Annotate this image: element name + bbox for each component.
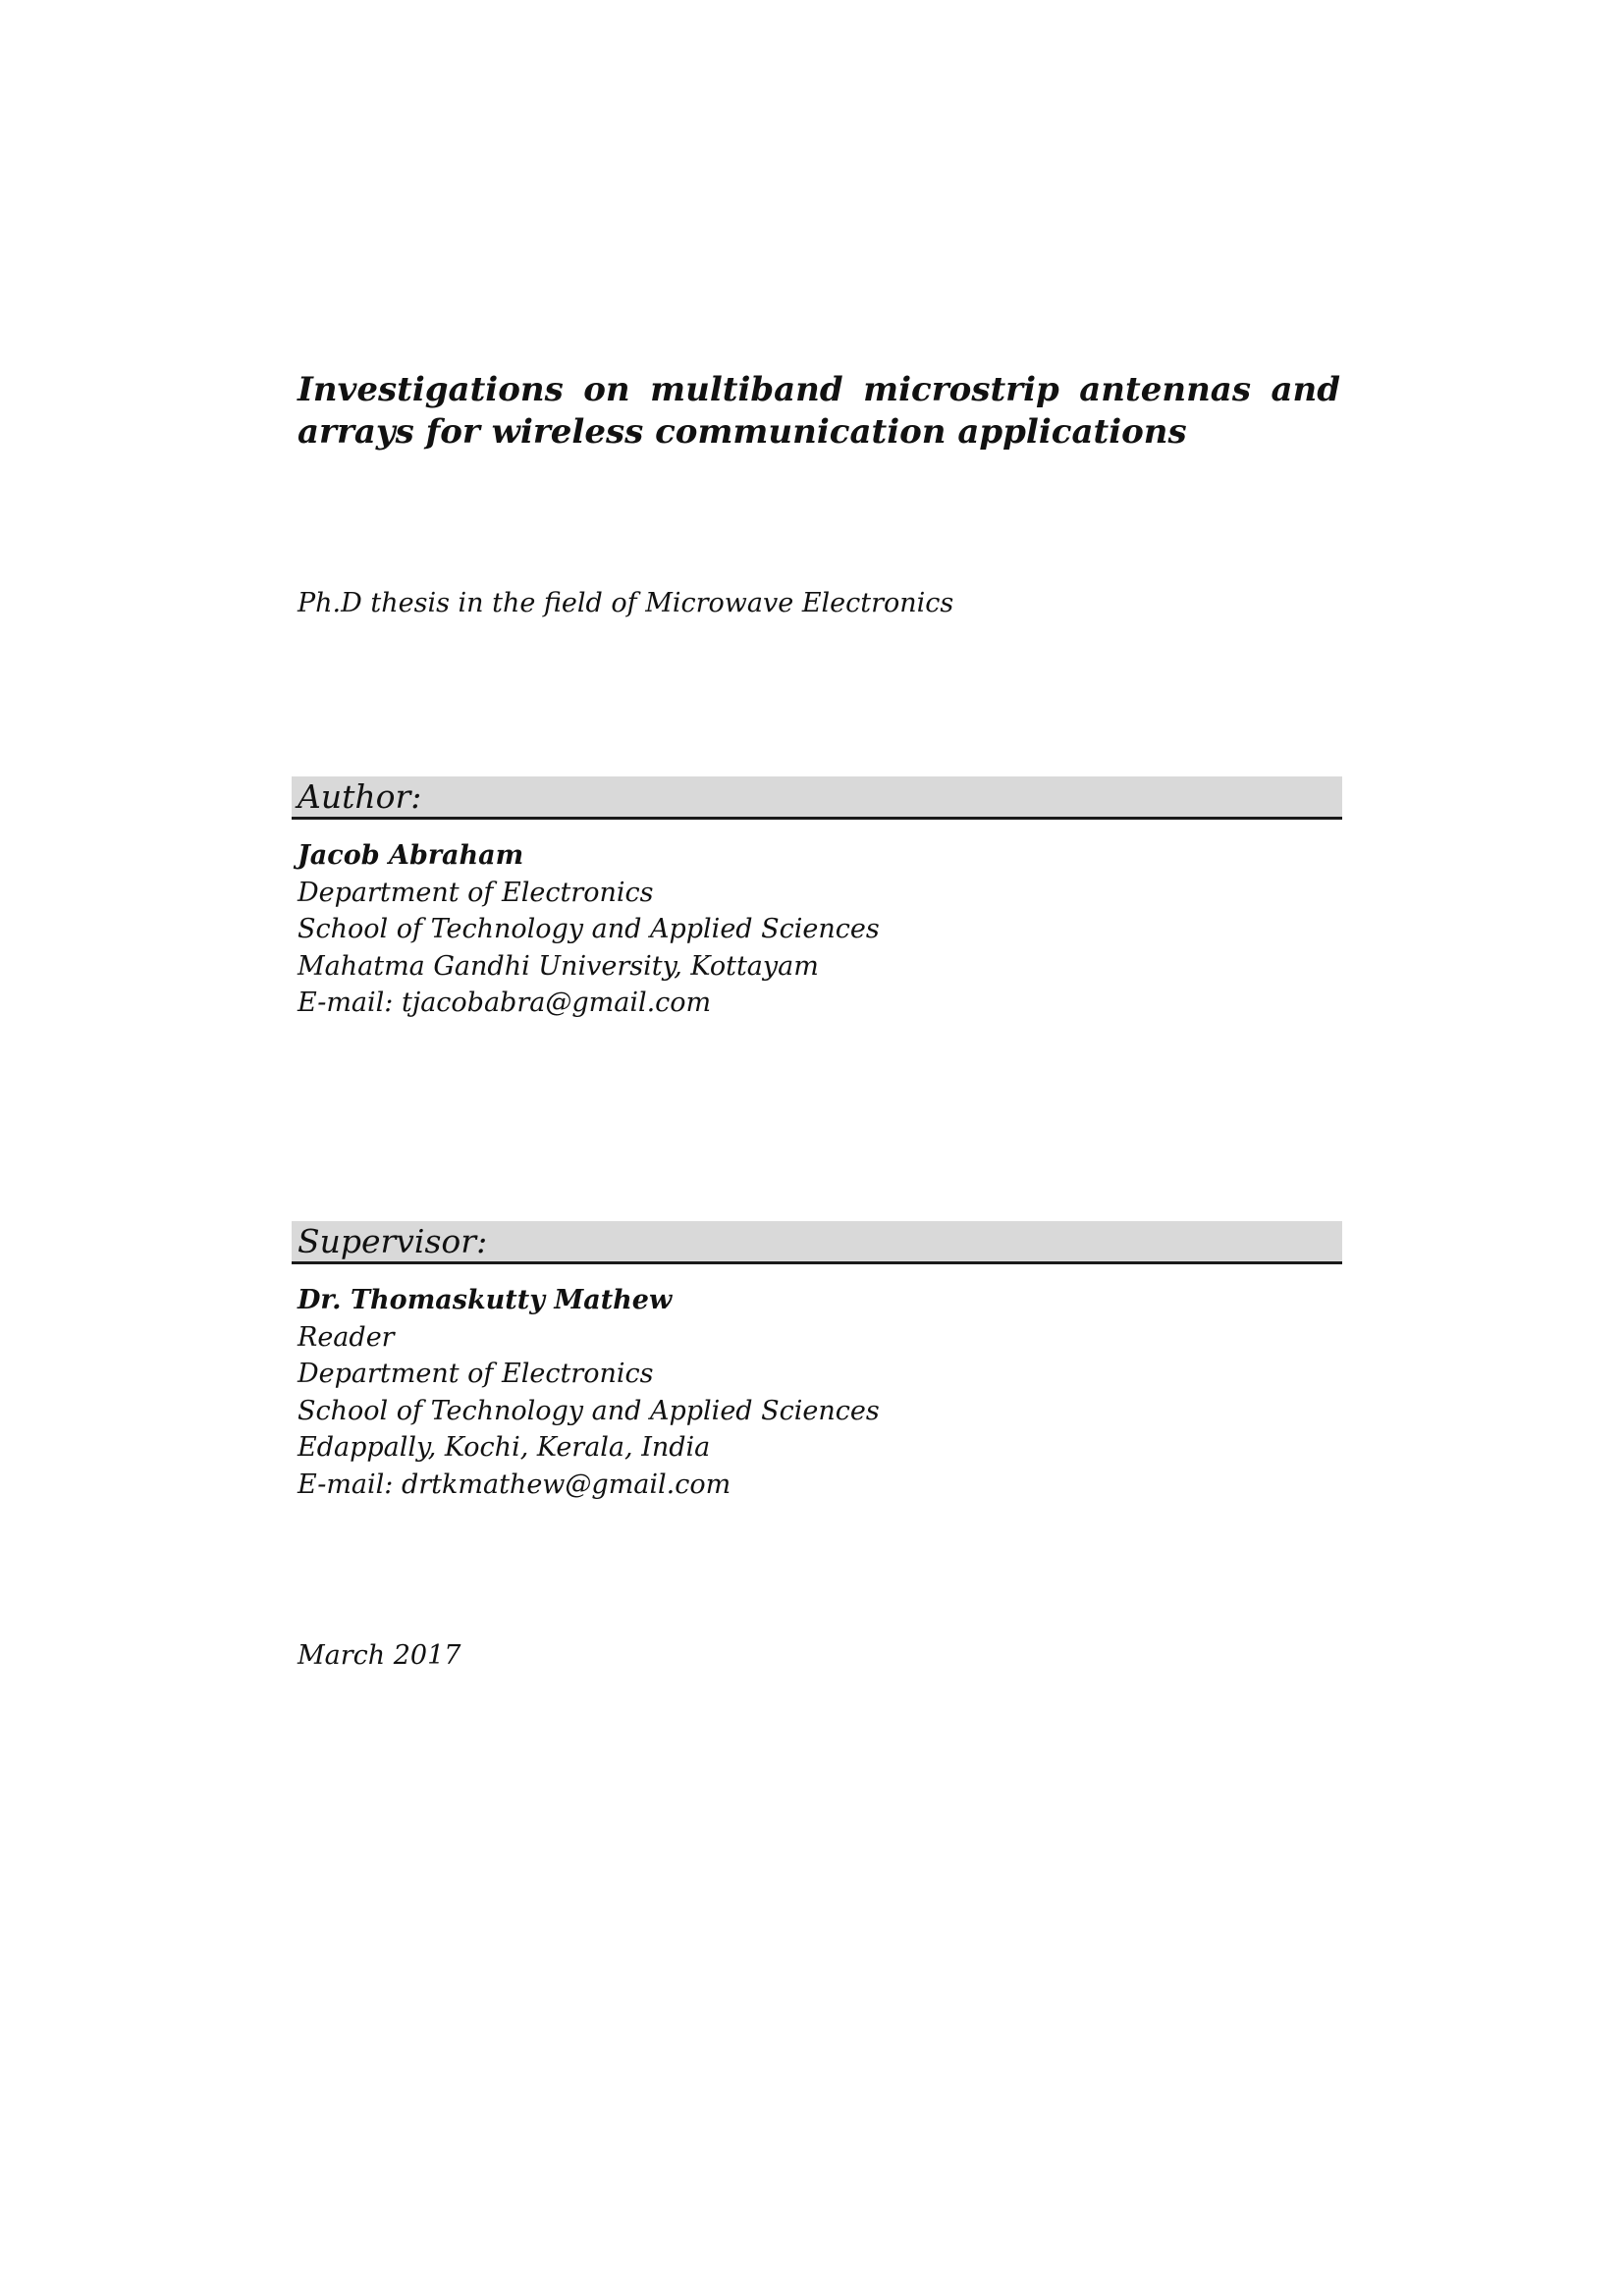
supervisor-name: Dr. Thomaskutty Mathew [298, 1285, 673, 1315]
supervisor-location: Edappally, Kochi, Kerala, India [298, 1432, 711, 1464]
author-name: Jacob Abraham [298, 840, 524, 871]
supervisor-department: Department of Electronics [298, 1359, 654, 1390]
thesis-subtitle: Ph.D thesis in the field of Microwave Electronics [298, 588, 954, 618]
supervisor-email: E-mail: drtkmathew@gmail.com [298, 1468, 731, 1500]
author-section-header [292, 776, 1342, 820]
author-details [298, 837, 880, 1022]
author-email: E-mail: tjacobabra@gmail.com [298, 988, 712, 1019]
supervisor-position: Reader [298, 1321, 395, 1353]
thesis-date: March 2017 [298, 1640, 461, 1671]
thesis-title: Investigations on multiband microstrip antennas and arrays for wireless communication applications [298, 370, 1340, 452]
supervisor-school: School of Technology and Applied Sciences [298, 1395, 880, 1426]
author-department: Department of Electronics [298, 877, 654, 908]
supervisor-section-header [292, 1221, 1342, 1264]
author-heading: Author: [298, 777, 422, 816]
supervisor-details [298, 1282, 880, 1504]
supervisor-heading: Supervisor: [298, 1222, 488, 1260]
author-school: School of Technology and Applied Sciences [298, 914, 880, 945]
author-university: Mahatma Gandhi University, Kottayam [298, 950, 819, 982]
